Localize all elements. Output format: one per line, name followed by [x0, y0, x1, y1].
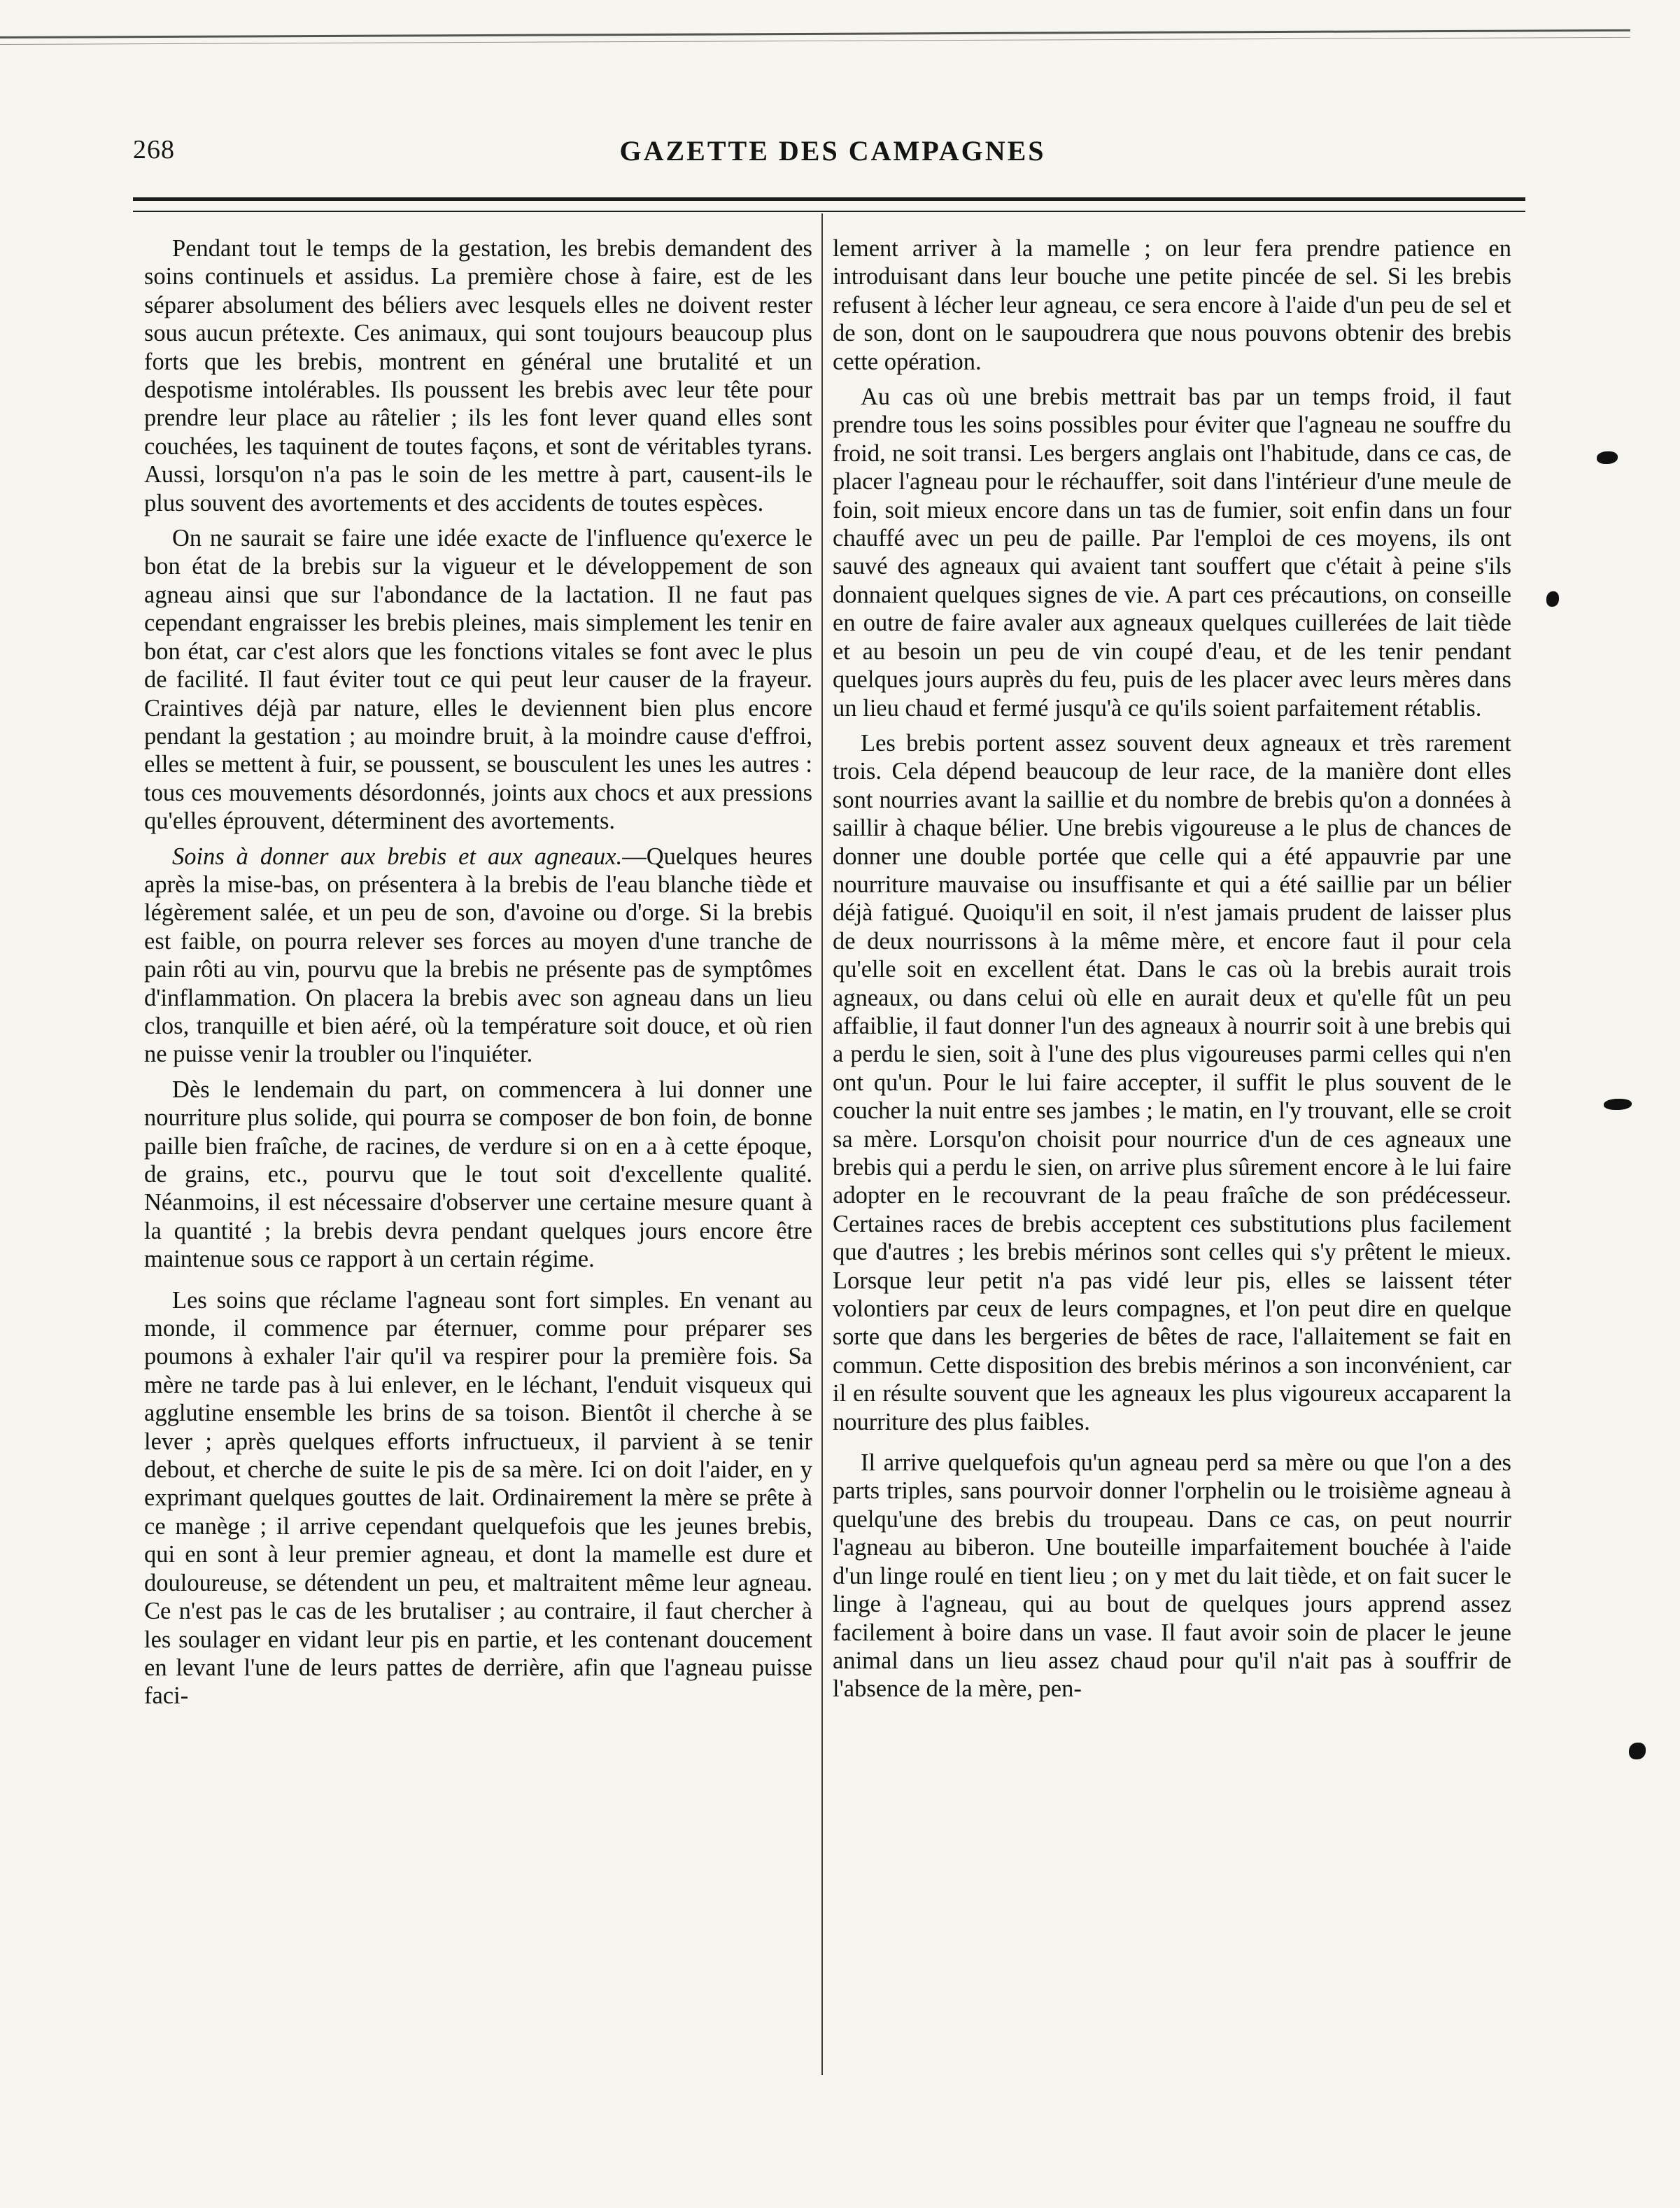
left-column — [144, 234, 812, 1717]
paragraph: Au cas où une brebis mettrait bas par un temps froid, il faut prendre tous les soins possibles pour éviter que l'agneau ne souffre du froid, ne soit transi. Les bergers anglais ont l'habitude, dans ce cas, de placer l'agneau pour le réchauffer, soit dans l'intérieur d'une meule de foin, soit mieux encore dans un tas de fumier, soit enfin dans un four chauffé avec un peu de paille. Par l'emploi de ces moyens, ils ont sauvé des agneaux qui avaient tant souffert que c'était à peine s'ils donnaient quelques signes de vie. A part ces précautions, on conseille en outre de faire avaler aux agneaux quelques cuillerées de lait tiède et au besoin un peu de vin coupé d'eau, et de les tenir pendant quelques jours auprès du feu, puis de les placer avec leurs mères dans un lieu chaud et fermé jusqu'à ce qu'ils soient parfaitement rétablis. — [833, 384, 1511, 722]
paragraph: On ne saurait se faire une idée exacte de l'influence qu'exerce le bon état de la brebis sur la vigueur et le développement de son agneau ainsi que sur l'abondance de la lactation. Il ne faut pas cependant engraisser les brebis pleines, mais simplement les tenir en bon état, car c'est alors que les fonctions vitales se font avec le plus de facilité. Il faut éviter tout ce qui peut leur causer de la frayeur. Craintives déjà par nature, elles le deviennent bien plus encore pendant la gestation ; au moindre bruit, à la moindre cause d'effroi, elles se mettent à fuir, se poussent, se bousculent les unes les autres : tous ces mouvements désordonnés, joints aux chocs et aux pressions qu'elles éprouvent, déterminent des avortements. — [144, 525, 812, 835]
header-double-rule — [133, 197, 1525, 212]
paragraph: Les soins que réclame l'agneau sont fort simples. En venant au monde, il commence par éternuer, comme pour préparer ses poumons à exhaler l'air qu'il va respirer pour la première fois. Sa mère ne tarde pas à lui enlever, en le léchant, l'enduit visqueux qui agglutine ensemble les brins de sa toison. Bientôt il cherche à se lever ; après quelques efforts infructueux, il parvient à se tenir debout, et cherche de suite le pis de sa mère. Ici on doit l'aider, en y exprimant quelques gouttes de lait. Ordinairement la mère se prête à ce manège ; il arrive cependant quelquefois que les jeunes brebis, qui en sont à leur premier agneau, et dont la mamelle est dure et douloureuse, se détendent un peu, et maltraitent même leur agneau. Ce n'est pas le cas de les brutaliser ; au contraire, il faut chercher à les soulager en vidant leur pis en partie, et les contenant doucement en levant l'une de leurs pattes de derrière, afin que l'agneau puisse faci- — [144, 1286, 812, 1710]
ink-blot-mark — [1546, 591, 1559, 607]
ink-blot-mark — [1629, 1743, 1646, 1759]
ink-blot-mark — [1604, 1099, 1632, 1110]
paragraph-text: —Quelques heures après la mise-bas, on présentera à la brebis de l'eau blanche tiède et légèrement salée, et un peu de son, d'avoine ou d'orge. Si la brebis est faible, on pourra relever ses forces au moyen d'une tranche de pain rôti au vin, pourvu que la brebis ne présente pas de symptômes d'inflammation. On placera la brebis avec son agneau dans un lieu clos, tranquille et bien aéré, où la température soit douce, et où rien ne puisse venir la troubler ou l'inquiéter. — [144, 843, 813, 1068]
paragraph — [144, 843, 812, 1069]
page-header — [133, 134, 1532, 176]
paragraph: Il arrive quelquefois qu'un agneau perd sa mère ou que l'on a des parts triples, sans pourvoir donner l'orphelin ou le troisième agneau à quelqu'une des brebis du troupeau. Dans ce cas, on peut nourrir l'agneau au biberon. Une bouteille imparfaitement bouchée à l'aide d'un linge roulé en tient lieu ; on y met du lait tiède, et on fait sucer le linge à l'agneau, qui au bout de quelques jours apprend assez facilement à boire dans un vase. Il faut avoir soin de placer le jeune animal dans un lieu assez chaud pour qu'il n'ait pas à souffrir de l'absence de la mère, pen- — [833, 1449, 1511, 1703]
right-column — [833, 234, 1511, 1710]
page-number: 268 — [133, 135, 175, 164]
paragraph: Les brebis portent assez souvent deux agneaux et très rarement trois. Cela dépend beaucoup de leur race, de la manière dont elles sont nourries avant la saillie et du nombre de brebis qu'on a données à saillir à chaque bélier. Une brebis vigoureuse a le plus de chances de donner une double portée que celle qui a été appauvrie par une nourriture mauvaise ou insuffisante et qui a été saillie par un bélier déjà fatigué. Quoiqu'il en soit, il n'est jamais prudent de laisser plus de deux nourrissons à la même mère, et encore faut il pour cela qu'elle soit en excellent état. Dans le cas où la brebis aurait trois agneaux, ou dans celui où elle en aurait deux et qu'elle fût un peu affaiblie, il faut donner l'un des agneaux à nourrir soit à une brebis qui a perdu le sien, soit à l'une des plus vigoureuses parmi celles qui n'en ont qu'un. Pour le lui faire accepter, il suffit le plus souvent de le coucher la nuit entre ses jambes ; le matin, en l'y trouvant, elle se croit sa mère. Lorsqu'on choisit pour nourrice d'un de ces agneaux une brebis qui a perdu le sien, on arrive plus sûrement encore à le lui faire adopter en le recouvrant de la peau fraîche de son prédécesseur. Certaines races de brebis acceptent ces substitutions plus facilement que d'autres ; les brebis mérinos sont celles qui s'y prêtent le mieux. Lorsque leur petit n'a pas vidé leur pis, elles se laissent téter volontiers par ceux de leurs compagnes, et l'on peut dire en quelque sorte que dans les bergeries de bêtes de race, l'allaitement se fait en commun. Cette disposition des brebis mérinos a son inconvénient, car il en résulte souvent que les agneaux les plus vigoureux accaparent la nourriture des plus faibles. — [833, 729, 1511, 1435]
ink-blot-mark — [1597, 451, 1618, 464]
running-title: GAZETTE DES CAMPAGNES — [619, 135, 1046, 167]
paragraph: lement arriver à la mamelle ; on leur fera prendre patience en introduisant dans leur bouche une petite pincée de sel. Si les brebis refusent à lécher leur agneau, ce sera encore à l'aide d'un peu de sel et de son, dont on le saupoudrera que nous pouvons obtenir des brebis cette opération. — [833, 235, 1511, 375]
section-heading: Soins à donner aux brebis et aux agneaux. — [172, 843, 623, 870]
top-edge-rule — [0, 29, 1630, 45]
paragraph: Dès le lendemain du part, on commencera à lui donner une nourriture plus solide, qui pourra se composer de bon foin, de bonne paille bien fraîche, de racines, de verdure si on en a à cette époque, de grains, etc., pourvu que le tout soit d'excellente qualité. Néanmoins, il est nécessaire d'observer une certaine mesure quant à la quantité ; la brebis devra pendant quelques jours encore être maintenue sous ce rapport à un certain régime. — [144, 1076, 812, 1273]
column-divider — [821, 213, 823, 2075]
paragraph: Pendant tout le temps de la gestation, les brebis demandent des soins continuels et assidus. La première chose à faire, est de les séparer absolument des béliers avec lesquels elles ne doivent rester sous aucun prétexte. Ces animaux, qui sont toujours beaucoup plus forts que les brebis, montrent en général une brutalité et un despotisme intolérables. Ils poussent les brebis avec leur tête pour prendre leur place au râtelier ; ils les font lever quand elles sont couchées, les taquinent de toutes façons, et sont de véritables tyrans. Aussi, lorsqu'on n'a pas le soin de les mettre à part, causent-ils le plus souvent des avortements et des accidents de toutes espèces. — [144, 235, 812, 516]
